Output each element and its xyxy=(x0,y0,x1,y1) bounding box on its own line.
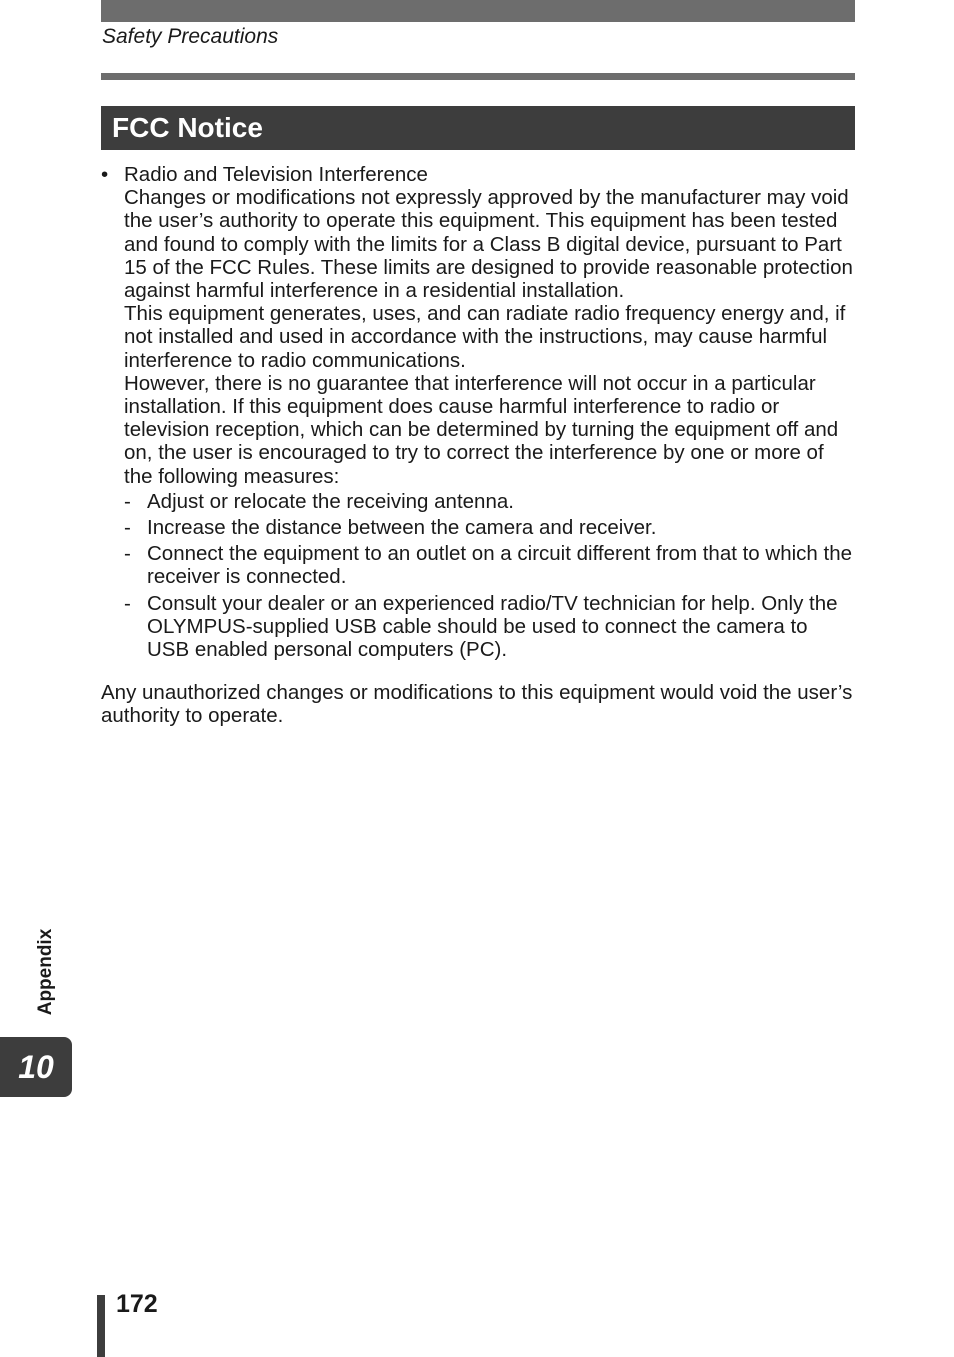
section-title: FCC Notice xyxy=(112,112,263,143)
page-number: 172 xyxy=(116,1290,158,1318)
dash-marker: - xyxy=(124,516,131,540)
chapter-number: 10 xyxy=(18,1048,54,1085)
dash-marker: - xyxy=(124,542,131,566)
section-banner xyxy=(101,106,855,150)
list-item-text: Increase the distance between the camera and receiver. xyxy=(147,516,657,540)
footer-bar xyxy=(97,1295,105,1357)
dash-marker: - xyxy=(124,489,131,513)
list-item-text: Adjust or relocate the receiving antenna. xyxy=(147,489,514,513)
list-item xyxy=(124,542,853,588)
list-item xyxy=(124,490,853,513)
chapter-tab xyxy=(0,1037,72,1097)
header-top-bar xyxy=(101,0,855,22)
list-item-text: Consult your dealer or an experienced radio/TV technician for help. Only the OLYMPUS-supplied USB cable should be used to connect the camera to USB enabled personal computers (PC). xyxy=(147,591,838,662)
running-header-title: Safety Precautions xyxy=(102,25,279,48)
closing-paragraph: Any unauthorized changes or modifications to this equipment would void the user’s authority to operate. xyxy=(101,681,853,728)
header-rule xyxy=(101,73,855,80)
bullet-marker: • xyxy=(101,163,109,186)
main-content xyxy=(101,163,853,728)
paragraph: This equipment generates, uses, and can radiate radio frequency energy and, if not installed and used in accordance with the instructions, may cause harmful interference to radio communications. xyxy=(124,302,846,372)
bullet-item xyxy=(101,163,853,661)
side-tab-label: Appendix xyxy=(35,928,56,1016)
dash-marker: - xyxy=(124,591,131,615)
measures-list xyxy=(124,490,853,661)
list-item xyxy=(124,592,853,662)
bullet-heading: Radio and Television Interference xyxy=(124,163,428,186)
paragraph: However, there is no guarantee that interference will not occur in a particular installation. If this equipment does cause harmful interference to radio or television reception, which can be determined by turning the equipment off and on, the user is encouraged to try to correct the interference by one or more of the following measures: xyxy=(124,371,839,488)
paragraph: Changes or modifications not expressly approved by the manufacturer may void the user’s authority to operate this equipment. This equipment has been tested and found to comply with the limits for a Class B digital device, pursuant to Part 15 of the FCC Rules. These limits are designed to provide reasonable protection against harmful interference in a residential installation. xyxy=(124,186,853,303)
list-item xyxy=(124,516,853,539)
list-item-text: Connect the equipment to an outlet on a circuit different from that to which the receiver is connected. xyxy=(147,542,853,589)
